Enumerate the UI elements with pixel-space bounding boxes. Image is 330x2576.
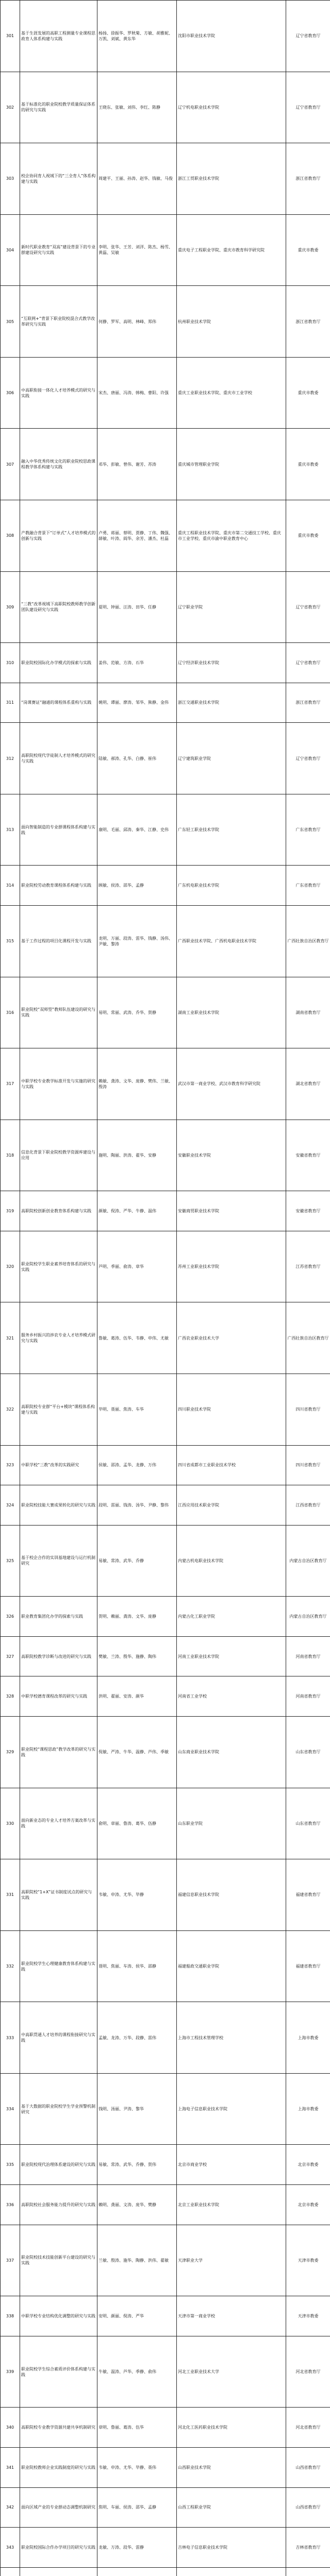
recommending-unit-cell: 广东省教育厅: [286, 794, 330, 866]
table-row: [1, 905, 330, 977]
recommending-unit-cell: 内蒙古自治区教育厅: [286, 1525, 330, 1597]
completing-units-cell: 河南省工业学校: [177, 1676, 286, 1717]
row-number-cell: 337: [1, 2225, 20, 2296]
row-number-cell: 338: [1, 2296, 20, 2336]
achievement-title-cell: 职业院校学生心理健康教育体系构建与实践: [20, 1930, 97, 2002]
row-number-cell: 311: [1, 683, 20, 723]
completing-units-cell: 天津市第一商业学校: [177, 2296, 286, 2336]
recommending-unit-cell: 湖北省教育厅: [286, 1048, 330, 1120]
table-row: [1, 1374, 330, 1445]
achievement-title-cell: 高职院校专业教学资源共建共享机制研究: [20, 2408, 97, 2448]
table-row: [1, 500, 330, 571]
recommending-unit-cell: 重庆市教委: [286, 357, 330, 429]
table-row: [1, 1717, 330, 1788]
table-row: [1, 357, 330, 429]
achievement-title-cell: “互联网+”背景下职业院校混合式教学改革研究与实践: [20, 286, 97, 358]
achievement-title-cell: 职业院校国际合作办学项目的研究与实践: [20, 2528, 97, 2568]
row-number-cell: [1, 2567, 20, 2576]
authors-cell: 周建平、王丽、孙涛、赵华、钱敏、马俊: [97, 143, 177, 215]
table-row: [1, 2408, 330, 2448]
table-row: [1, 2073, 330, 2145]
recommending-unit-cell: 重庆市教委: [286, 429, 330, 500]
recommending-unit-cell: 上海市教委: [286, 2073, 330, 2145]
row-number-cell: 343: [1, 2528, 20, 2568]
recommending-unit-cell: 广西壮族自治区教育厅: [286, 1302, 330, 1374]
table-row: [1, 1859, 330, 1931]
completing-units-cell: 广东机电职业技术学院: [177, 866, 286, 906]
recommending-unit-cell: 河南省教育厅: [286, 1676, 330, 1717]
row-number-cell: 308: [1, 500, 20, 571]
authors-cell: 颜敏、倪涛、严华、牛静、温伟: [97, 1191, 177, 1231]
authors-cell: 聂明、焦丽、车涛、侯华、邵静: [97, 1930, 177, 2002]
recommending-unit-cell: 河南省教育厅: [286, 1636, 330, 1676]
achievement-title-cell: 高职院校专业群“平台+模块”课程体系构建与实践: [20, 1374, 97, 1445]
completing-units-cell: 辽宁建筑职业学院: [177, 723, 286, 794]
authors-cell: 贺明、赖丽、龚涛、文华、庞静: [97, 1597, 177, 1637]
table-row: [1, 1231, 330, 1302]
completing-units-cell: 广西职业技术学院、广西机电职业技术学院: [177, 905, 286, 977]
achievement-title-cell: 产教融合背景下“订单式”人才培养模式的创新与实践: [20, 500, 97, 571]
achievement-title-cell: 中职学校“三教”改革的实践研究: [20, 1445, 97, 1485]
recommending-unit-cell: 福建省教育厅: [286, 1930, 330, 2002]
authors-cell: 康明、毛丽、邱涛、秦华、江静、史伟: [97, 794, 177, 866]
recommending-unit-cell: 辽宁省教育厅: [286, 1, 330, 72]
authors-cell: 洪明、翟丽、安涛、颜华: [97, 1676, 177, 1717]
recommending-unit-cell: 四川省教育厅: [286, 1445, 330, 1485]
authors-cell: 龙明、万丽、段涛、雷华、钱静、汤伟、尹敏、黎涛: [97, 905, 177, 977]
completing-units-cell: 安徽商贸职业技术学院: [177, 1191, 286, 1231]
row-number-cell: 335: [1, 2145, 20, 2185]
achievement-title-cell: 职业院校教师企业实践制度的研究与实践: [20, 2447, 97, 2487]
table-row: [1, 1788, 330, 1859]
table-row: [1, 72, 330, 143]
recommending-unit-cell: 浙江省教育厅: [286, 143, 330, 215]
row-number-cell: 331: [1, 1859, 20, 1931]
completing-units-cell: [177, 2567, 286, 2576]
completing-units-cell: 辽宁职业学院: [177, 571, 286, 643]
recommending-unit-cell: 辽宁省教育厅: [286, 72, 330, 143]
table-row: [1, 977, 330, 1048]
table-row: [1, 2447, 330, 2487]
row-number-cell: 309: [1, 571, 20, 643]
authors-cell: 俞明、章丽、鲁涛、葛华、伍静: [97, 1788, 177, 1859]
completing-units-cell: 福建信息职业技术学院: [177, 1859, 286, 1931]
achievement-title-cell: 面向智能制造的专业群课程体系构建与实践: [20, 794, 97, 866]
achievement-title-cell: 基于生涯发展的高职工程测量专业课程思政育人体系构建与实践: [20, 1, 97, 72]
completing-units-cell: 山东职业学院: [177, 1788, 286, 1859]
table-row: [1, 794, 330, 866]
authors-cell: 芦明、季丽、俞涛、章华: [97, 1231, 177, 1302]
row-number-cell: 318: [1, 1120, 20, 1191]
authors-cell: [97, 2567, 177, 2576]
achievement-title-cell: 中职学校专业结构优化调整的研究与实践: [20, 2296, 97, 2336]
achievement-title-cell: 职业院校现代治理体系建设的研究与实践: [20, 2145, 97, 2185]
row-number-cell: 329: [1, 1717, 20, 1788]
table-row: [1, 2528, 330, 2568]
table-row: [1, 1120, 330, 1191]
completing-units-cell: 北京市商业学校: [177, 2145, 286, 2185]
row-number-cell: 328: [1, 1676, 20, 1717]
achievement-title-cell: 校企协同育人视域下的“三全育人”体系构建与实践: [20, 143, 97, 215]
table-row: [1, 1048, 330, 1120]
row-number-cell: 313: [1, 794, 20, 866]
row-number-cell: 340: [1, 2408, 20, 2448]
recommending-unit-cell: 福建省教育厅: [286, 1859, 330, 1931]
achievement-title-cell: 基于校企合作的实训基地建设与运行机制研究: [20, 1525, 97, 1597]
table-row: [1, 643, 330, 683]
table-row: [1, 2567, 330, 2576]
authors-cell: 毕明、聂丽、焦涛、车华: [97, 1374, 177, 1445]
achievement-title-cell: 职业院校技术技能创新平台建设的研究与实践: [20, 2225, 97, 2296]
row-number-cell: 307: [1, 429, 20, 500]
table-row: [1, 866, 330, 906]
authors-cell: 段明、雷丽、钱涛、汤华、尹静、黎伟: [97, 1485, 177, 1526]
recommending-unit-cell: 北京市教委: [286, 2185, 330, 2225]
recommending-unit-cell: 安徽省教育厅: [286, 1120, 330, 1191]
recommending-unit-cell: 辽宁省教育厅: [286, 571, 330, 643]
authors-cell: 樊敏、兰涛、殷华、施静、陶伟: [97, 1636, 177, 1676]
recommending-unit-cell: 天津市教委: [286, 2225, 330, 2296]
achievement-title-cell: 中高职贯通人才培养的课程衔接研究与实践: [20, 2002, 97, 2074]
completing-units-cell: 江西应用技术职业学院: [177, 1485, 286, 1526]
recommending-unit-cell: 江苏省教育厅: [286, 1231, 330, 1302]
authors-cell: 何静、罗军、高明、林峰、郑伟: [97, 286, 177, 358]
authors-cell: 兰敏、殷涛、施华、陶静、洪伟、翟敏: [97, 2225, 177, 2296]
achievement-title-cell: 服务乡村振兴的涉农专业人才培养模式研究与实践: [20, 1302, 97, 1374]
table-row: [1, 683, 330, 723]
recommending-unit-cell: 江西省教育厅: [286, 1485, 330, 1526]
authors-cell: 杨扬、徐振华、罗秋菊、方敏、胡雅妮、万凯、刘斌、黄东华: [97, 1, 177, 72]
recommending-unit-cell: [286, 2567, 330, 2576]
recommending-unit-cell: 上海市教委: [286, 2002, 330, 2074]
award-table-body: [1, 1, 330, 2576]
recommending-unit-cell: 浙江省教育厅: [286, 286, 330, 358]
authors-cell: 姚明、谭丽、廖涛、邹华、熊静、金伟: [97, 683, 177, 723]
authors-cell: 鲁敏、葛涛、伍华、韦静、申伟、尤敏: [97, 1302, 177, 1374]
completing-units-cell: 苏州工业职业技术学院: [177, 1231, 286, 1302]
completing-units-cell: 辽宁机电职业技术学院: [177, 72, 286, 143]
authors-cell: 侯敏、邵涛、孟华、龙静、万伟: [97, 1445, 177, 1485]
authors-cell: 姜伟、范敏、方涛、石华: [97, 643, 177, 683]
recommending-unit-cell: 四川省教育厅: [286, 1374, 330, 1445]
authors-cell: 赖敏、龚涛、文华、庞静、樊伟、兰敏、殷涛: [97, 1048, 177, 1120]
achievement-title-cell: 高职院校现代学徒制人才培养模式的研究与实践: [20, 723, 97, 794]
row-number-cell: 301: [1, 1, 20, 72]
authors-cell: 王晓东、张敏、刘伟、李红、陈静: [97, 72, 177, 143]
row-number-cell: 341: [1, 2447, 20, 2487]
authors-cell: 钱明、汤丽、尹涛、黎华: [97, 2073, 177, 2145]
authors-cell: 李明、张华、王芳、刘洋、陈杰、杨雪、黄磊、吴敏: [97, 214, 177, 286]
row-number-cell: 333: [1, 2002, 20, 2074]
achievement-title-cell: 职业院校学生综合素质评价体系构建与实践: [20, 2336, 97, 2408]
completing-units-cell: 北京工业职业技术学院: [177, 2185, 286, 2225]
authors-cell: 易明、常丽、武涛、乔华、贺静: [97, 977, 177, 1048]
authors-cell: 邓华、彭敏、曾伟、谢芳、苏涛: [97, 429, 177, 500]
completing-units-cell: 山东商业职业技术学院: [177, 1717, 286, 1788]
achievement-title-cell: 职业院校国际化办学模式的探索与实践: [20, 643, 97, 683]
completing-units-cell: 浙江工贸职业技术学院: [177, 143, 286, 215]
completing-units-cell: 杭州职业技术学院: [177, 286, 286, 358]
row-number-cell: 303: [1, 143, 20, 215]
authors-cell: 韦敏、申涛、尤华、毕静、聂伟: [97, 2447, 177, 2487]
recommending-unit-cell: 浙江省教育厅: [286, 683, 330, 723]
row-number-cell: 339: [1, 2336, 20, 2408]
table-row: [1, 571, 330, 643]
authors-cell: 韦敏、申涛、尤华、毕静: [97, 1859, 177, 1931]
achievement-title-cell: 高职院校教学诊断与改进的研究与实践: [20, 1636, 97, 1676]
row-number-cell: 325: [1, 1525, 20, 1597]
authors-cell: 顾敏、侯涛、邵华、孟静: [97, 866, 177, 906]
table-row: [1, 1930, 330, 2002]
completing-units-cell: 四川省成都市工业职业技术学校: [177, 1445, 286, 1485]
recommending-unit-cell: 吉林省教育厅: [286, 2528, 330, 2568]
achievement-title-cell: 高职院校“1+X”证书制度试点的研究与实践: [20, 1859, 97, 1931]
recommending-unit-cell: 湖南省教育厅: [286, 977, 330, 1048]
achievement-title-cell: 新时代职业教育“双高”建设背景下的专业群建设研究与实践: [20, 214, 97, 286]
completing-units-cell: 广西农业职业技术大学: [177, 1302, 286, 1374]
recommending-unit-cell: 内蒙古自治区教育厅: [286, 1597, 330, 1637]
table-row: [1, 1636, 330, 1676]
table-row: [1, 1191, 330, 1231]
achievement-title-cell: 基于标准化的职业院校教学质量保证体系的研究与实践: [20, 72, 97, 143]
table-row: [1, 1597, 330, 1637]
row-number-cell: 302: [1, 72, 20, 143]
recommending-unit-cell: 河北省教育厅: [286, 2336, 330, 2408]
row-number-cell: 316: [1, 977, 20, 1048]
recommending-unit-cell: 山西省教育厅: [286, 2447, 330, 2487]
achievement-title-cell: “岗课赛证”融通的课程体系重构与实践: [20, 683, 97, 723]
table-row: [1, 1485, 330, 1526]
row-number-cell: 314: [1, 866, 20, 906]
recommending-unit-cell: 广西壮族自治区教育厅: [286, 905, 330, 977]
row-number-cell: 320: [1, 1231, 20, 1302]
authors-cell: 章明、鲁丽、葛涛、伍华: [97, 2408, 177, 2448]
row-number-cell: 327: [1, 1636, 20, 1676]
authors-cell: 宋杰、唐丽、冯涛、韩梅、曹阳、许强: [97, 357, 177, 429]
completing-units-cell: 广东轻工职业技术学院: [177, 794, 286, 866]
authors-cell: 牛敏、温涛、芦华、季静、俞伟: [97, 2336, 177, 2408]
achievement-title-cell: 基于工作过程的项目化课程开发与实践: [20, 905, 97, 977]
achievement-title-cell: 职业院校“课程思政”教学改革的研究与实践: [20, 1717, 97, 1788]
table-row: [1, 429, 330, 500]
recommending-unit-cell: 重庆市教委: [286, 214, 330, 286]
recommending-unit-cell: 天津市教委: [286, 2296, 330, 2336]
recommending-unit-cell: 重庆市教委: [286, 500, 330, 571]
completing-units-cell: 武汉市第一商业学校、武汉市教育科学研究院: [177, 1048, 286, 1120]
achievement-title-cell: 面向区域产业的专业群动态调整机制研究: [20, 2487, 97, 2528]
table-row: [1, 2145, 330, 2185]
achievement-title-cell: 中职学校德育课程改革的研究与实践: [20, 1676, 97, 1717]
completing-units-cell: 河北工业职业技术大学: [177, 2336, 286, 2408]
completing-units-cell: 河南工业职业技术学院: [177, 1636, 286, 1676]
recommending-unit-cell: 山东省教育厅: [286, 1788, 330, 1859]
row-number-cell: 315: [1, 905, 20, 977]
table-row: [1, 1445, 330, 1485]
table-row: [1, 2336, 330, 2408]
completing-units-cell: 河北化工医药职业技术学院: [177, 2408, 286, 2448]
row-number-cell: 334: [1, 2073, 20, 2145]
achievement-title-cell: 高职院校创新创业教育体系构建与实践: [20, 1191, 97, 1231]
row-number-cell: 330: [1, 1788, 20, 1859]
completing-units-cell: 福建船政交通职业学院: [177, 1930, 286, 2002]
achievement-title-cell: 面向新业态的专业人才培养方案改革与实践: [20, 1788, 97, 1859]
completing-units-cell: 安徽职业技术学院: [177, 1120, 286, 1191]
completing-units-cell: 内蒙古机电职业技术学院: [177, 1525, 286, 1597]
completing-units-cell: 吉林电子信息职业技术学院: [177, 2528, 286, 2568]
achievement-title-cell: 职业教育集团化办学的探索与实践: [20, 1597, 97, 1637]
recommending-unit-cell: 北京市教委: [286, 2145, 330, 2185]
completing-units-cell: 辽宁经济职业技术学院: [177, 643, 286, 683]
achievement-title-cell: 融入中华优秀传统文化的职业院校思政课程教学体系构建与实践: [20, 429, 97, 500]
authors-cell: 焦明、车丽、侯涛、邵华、孟静: [97, 2487, 177, 2528]
row-number-cell: 323: [1, 1445, 20, 1485]
recommending-unit-cell: 辽宁省教育厅: [286, 723, 330, 794]
completing-units-cell: 重庆工业职业技术学院、重庆市工业学校: [177, 357, 286, 429]
achievement-title-cell: 职业院校学生职业素养培育体系的研究与实践: [20, 1231, 97, 1302]
authors-cell: 易敏、常涛、武华、乔静、贺伟: [97, 2145, 177, 2185]
achievement-title-cell: 中高职衔接一体化人才培养模式的研究与实践: [20, 357, 97, 429]
table-row: [1, 2185, 330, 2225]
completing-units-cell: 内蒙古化工职业学院: [177, 1597, 286, 1637]
completing-units-cell: 湖南工业职业技术学院: [177, 977, 286, 1048]
authors-cell: 孟敏、龙涛、万华、段静、雷伟: [97, 2002, 177, 2074]
row-number-cell: 312: [1, 723, 20, 794]
row-number-cell: 305: [1, 286, 20, 358]
row-number-cell: 326: [1, 1597, 20, 1637]
completing-units-cell: 沈阳市职业技术学院: [177, 1, 286, 72]
authors-cell: 赖明、龚丽、文涛、庞华、樊静: [97, 2185, 177, 2225]
completing-units-cell: 天津职业大学: [177, 2225, 286, 2296]
completing-units-cell: 浙江交通职业技术学院: [177, 683, 286, 723]
row-number-cell: 324: [1, 1485, 20, 1526]
row-number-cell: 332: [1, 1930, 20, 2002]
table-row: [1, 143, 330, 215]
recommending-unit-cell: 山西省教育厅: [286, 2487, 330, 2528]
achievement-title-cell: 职业院校劳动教育课程体系构建与实践: [20, 866, 97, 906]
table-row: [1, 2487, 330, 2528]
recommending-unit-cell: 山东省教育厅: [286, 1717, 330, 1788]
completing-units-cell: 重庆工程职业技术学院、重庆市第二交通技工学校、重庆市工业学校、重庆市渝中职业教育中心: [177, 500, 286, 571]
row-number-cell: 342: [1, 2487, 20, 2528]
recommending-unit-cell: 河北省教育厅: [286, 2408, 330, 2448]
authors-cell: 卢勇、蒋丽、蔡明、贾静、丁伟、魏强、薛敏、叶涛、阎华、余芳、潘杰、杜磊: [97, 500, 177, 571]
row-number-cell: 304: [1, 214, 20, 286]
row-number-cell: 306: [1, 357, 20, 429]
achievement-title-cell: 信息化背景下职业院校教学资源库建设与应用: [20, 1120, 97, 1191]
authors-cell: 施明、陶丽、洪涛、翟华、安静: [97, 1120, 177, 1191]
table-row: [1, 1525, 330, 1597]
authors-cell: 倪敏、严涛、牛华、温静、芦伟、季敏: [97, 1717, 177, 1788]
completing-units-cell: 上海电子信息职业技术学院: [177, 2073, 286, 2145]
table-row: [1, 2002, 330, 2074]
completing-units-cell: 重庆城市管理职业学院: [177, 429, 286, 500]
row-number-cell: 321: [1, 1302, 20, 1374]
achievement-title-cell: [20, 2567, 97, 2576]
achievement-title-cell: 中职学校专业教学标准开发与实施的研究与实践: [20, 1048, 97, 1120]
row-number-cell: 317: [1, 1048, 20, 1120]
table-row: [1, 1302, 330, 1374]
recommending-unit-cell: 安徽省教育厅: [286, 1191, 330, 1231]
row-number-cell: 322: [1, 1374, 20, 1445]
table-row: [1, 1, 330, 72]
row-number-cell: 310: [1, 643, 20, 683]
recommending-unit-cell: 广东省教育厅: [286, 866, 330, 906]
row-number-cell: 336: [1, 2185, 20, 2225]
authors-cell: 夏明、钟丽、汪涛、田华、任静: [97, 571, 177, 643]
table-row: [1, 2225, 330, 2296]
completing-units-cell: 重庆电子工程职业学院、重庆市教育科学研究院: [177, 214, 286, 286]
completing-units-cell: 上海市工程技术管理学校: [177, 2002, 286, 2074]
achievement-title-cell: “三教”改革视域下高职院校教师教学创新团队建设研究与实践: [20, 571, 97, 643]
achievement-title-cell: 高职院校社会服务能力提升的研究与实践: [20, 2185, 97, 2225]
achievement-title-cell: 基于大数据的职业院校学生学业预警机制研究: [20, 2073, 97, 2145]
table-row: [1, 2296, 330, 2336]
achievement-title-cell: 职业院校“双师型”教师队伍建设的研究与实践: [20, 977, 97, 1048]
completing-units-cell: 四川职业技术学院: [177, 1374, 286, 1445]
completing-units-cell: 山西职业技术学院: [177, 2447, 286, 2487]
recommending-unit-cell: 辽宁省教育厅: [286, 643, 330, 683]
row-number-cell: 319: [1, 1191, 20, 1231]
authors-cell: 安明、颜丽、倪涛、严华: [97, 2296, 177, 2336]
table-row: [1, 723, 330, 794]
authors-cell: 陆敏、郝涛、孔华、白静、崔伟: [97, 723, 177, 794]
table-row: [1, 214, 330, 286]
completing-units-cell: 山西工程职业学院: [177, 2487, 286, 2528]
table-row: [1, 286, 330, 358]
authors-cell: 易敏、常涛、武华、乔静: [97, 1525, 177, 1597]
table-row: [1, 1676, 330, 1717]
achievement-title-cell: 职业院校技能大赛成果转化的研究与实践: [20, 1485, 97, 1526]
authors-cell: 龙敏、万涛、段华、雷静: [97, 2528, 177, 2568]
